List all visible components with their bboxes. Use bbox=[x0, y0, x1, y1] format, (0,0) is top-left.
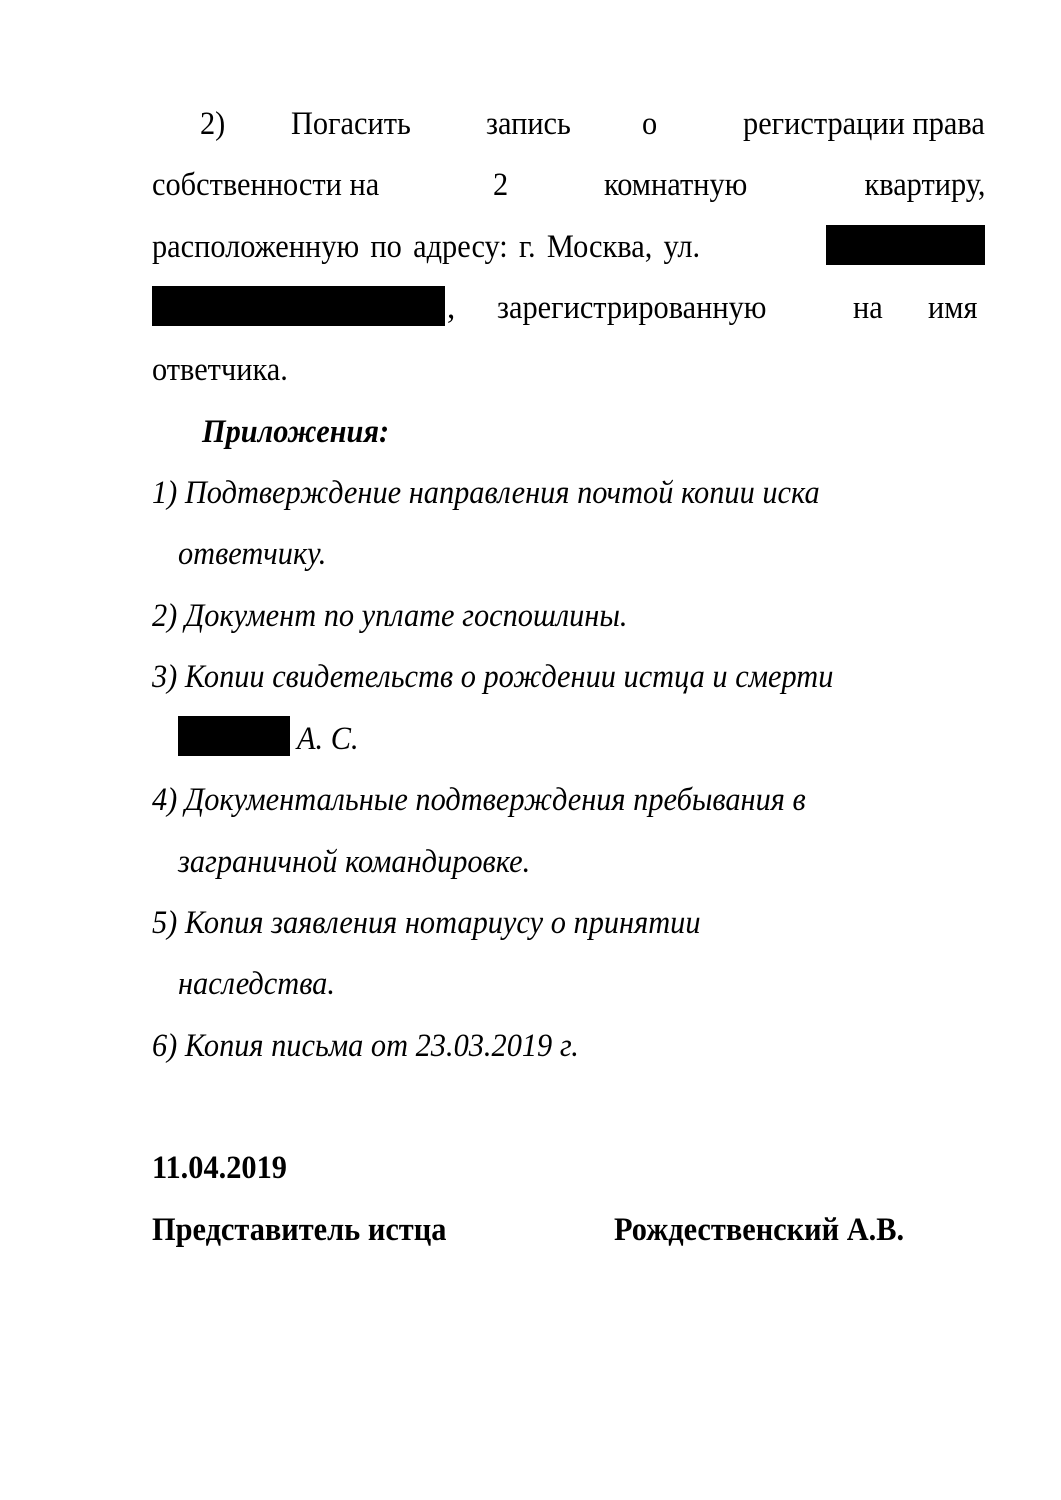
word: собственности на bbox=[152, 167, 380, 203]
word: комнатную bbox=[603, 167, 747, 203]
attachment-item-4-cont: заграничной командировке. bbox=[178, 844, 531, 880]
word: квартиру, bbox=[864, 167, 985, 203]
word: 2 bbox=[493, 167, 509, 203]
attachment-item-5-cont: наследства. bbox=[178, 966, 335, 1002]
document-date: 11.04.2019 bbox=[152, 1150, 287, 1186]
redaction-bar-address bbox=[152, 286, 445, 326]
word: Погасить bbox=[291, 106, 412, 142]
paragraph-line-3: расположенную по адресу: г. Москва, ул. bbox=[152, 229, 701, 265]
attachment-item-5: 5) Копия заявления нотариусу о принятии bbox=[152, 905, 701, 941]
signature-name: Рождественский А.В. bbox=[614, 1212, 905, 1248]
comma: , bbox=[447, 290, 456, 326]
attachment-item-4: 4) Документальные подтверждения пребывания в bbox=[152, 782, 806, 818]
attachment-item-1-cont: ответчику. bbox=[178, 536, 327, 572]
attachment-item-6: 6) Копия письма от 23.03.2019 г. bbox=[152, 1028, 579, 1064]
attachments-heading: Приложения: bbox=[202, 414, 390, 450]
word: о bbox=[641, 106, 657, 142]
paragraph-line-5: ответчика. bbox=[152, 352, 288, 388]
attachment-item-1: 1) Подтверждение направления почтой копии иска bbox=[152, 475, 820, 511]
word: запись bbox=[485, 106, 571, 142]
redaction-bar-surname bbox=[178, 716, 290, 756]
signature-role: Представитель истца bbox=[152, 1212, 447, 1248]
attachment-item-3: 3) Копии свидетельств о рождении истца и смерти bbox=[152, 659, 834, 695]
word: зарегистрированную bbox=[497, 290, 767, 326]
redaction-bar-street bbox=[826, 225, 985, 265]
attachment-item-2: 2) Документ по уплате госпошлины. bbox=[152, 598, 628, 634]
word: на bbox=[853, 290, 883, 326]
word: имя bbox=[928, 290, 978, 326]
word: регистрации права bbox=[743, 106, 985, 142]
paragraph-line-1 bbox=[200, 104, 985, 144]
paragraph-line-2 bbox=[152, 165, 985, 205]
word: 2) bbox=[200, 106, 226, 142]
attachment-item-3-cont: А. С. bbox=[297, 721, 359, 757]
